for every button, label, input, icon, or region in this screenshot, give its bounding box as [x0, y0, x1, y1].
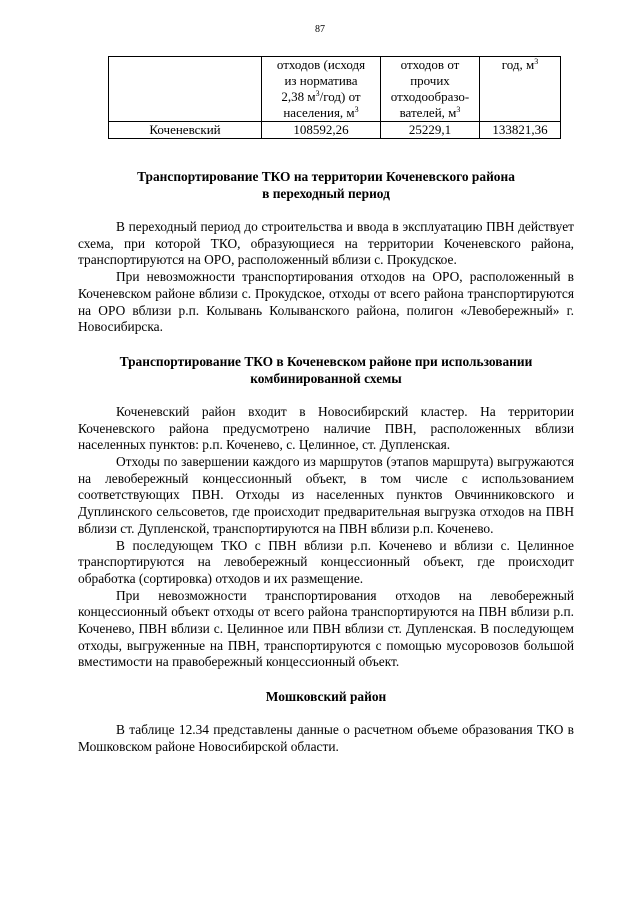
superscript: 3 — [315, 89, 320, 98]
paragraph: Коченевский район входит в Новосибирский кластер. На территории Коченевского района предусмотрено наличие ПВН, расположенных вблизи населенных пунктов: р.п. Коченево, с. Целинное, ст. Дупленская. — [78, 403, 574, 453]
table-cell-total: 133821,36 — [480, 122, 561, 139]
section-heading-combined-scheme — [78, 353, 574, 387]
waste-volume-table — [108, 56, 561, 139]
section-heading-moshkovsky: Мошковский район — [265, 689, 387, 705]
paragraph: При невозможности транспортирования отходов на ОРО, расположенный в Коченевском районе вблизи с. Прокудское, отходы от всего района транспортируются на ОРО вблизи р.п. Колывань Колыванского района, полигон «Левобережный» г. Новосибирска. — [78, 269, 574, 335]
section-heading-transitional — [78, 168, 574, 202]
paragraph: Отходы по завершении каждого из маршрутов (этапов маршрута) выгружаются на левобережный концессионный объект, в том числе с использованием соответствующих ПВН. Отходы из населенных пунктов Овчинниковского и Дуплинского сельсоветов, где происходит предварительная выгрузка отходов на ПВН вблизи ст. Дупленской, транспортируются на ПВН вблизи р.п. Коченево. — [78, 454, 574, 536]
header-line: населения, м — [283, 105, 355, 120]
header-line: 2,38 м — [281, 89, 316, 104]
superscript: 3 — [534, 57, 539, 66]
table-header-cell-other-waste — [381, 57, 480, 122]
header-line: вателей, м — [399, 105, 457, 120]
superscript: 3 — [456, 105, 461, 114]
superscript: 3 — [354, 105, 359, 114]
document-body — [78, 168, 574, 756]
header-line: /год) от — [319, 89, 361, 104]
header-line: отходообразо- — [390, 89, 470, 104]
table-cell-population-waste: 108592,26 — [262, 122, 381, 139]
table-cell-district: Коченевский — [109, 122, 262, 139]
heading-line: комбинированной схемы — [250, 370, 402, 386]
header-line: отходов (исходя — [276, 57, 366, 72]
header-line: прочих — [410, 73, 450, 88]
paragraph: В последующем ТКО с ПВН вблизи р.п. Коченево и вблизи с. Целинное транспортируются на левобережный концессионный объект, где происходит обработка (сортировка) отходов и их размещение. — [78, 537, 574, 586]
header-line: из норматива — [284, 73, 358, 88]
page-number: 87 — [315, 24, 325, 35]
header-line: отходов от — [400, 57, 460, 72]
paragraph: В таблице 12.34 представлены данные о расчетном объеме образования ТКО в Мошковском районе Новосибирской области. — [78, 722, 574, 754]
heading-line: Транспортирование ТКО в Коченевском районе при использовании — [119, 353, 533, 369]
table-row — [109, 122, 561, 139]
heading-line: Транспортирование ТКО на территории Коченевского района — [137, 169, 515, 184]
table-header-cell-total — [480, 57, 561, 122]
table-header-row — [109, 57, 561, 122]
paragraph: В переходный период до строительства и ввода в эксплуатацию ПВН действует схема, при которой ТКО, образующиеся на территории Коченевского района, транспортируются на ОРО, расположенный вблизи с. Прокудское. — [78, 219, 574, 268]
table-header-cell-population-waste — [262, 57, 381, 122]
header-line: год, м — [501, 57, 535, 72]
table-cell-other-waste: 25229,1 — [381, 122, 480, 139]
paragraph: При невозможности транспортирования отходов на левобережный концессионный объект отходы от всего района транспортируются на ПВН вблизи р.п. Коченево, ПВН вблизи с. Целинное или ПВН вблизи ст. Дупленская. В последующем отходы, выгруженные на ПВН, транспортируются с помощью мусоровозов большой вместимости на правобережный концессионный объект. — [78, 587, 574, 670]
heading-line: в переходный период — [262, 186, 390, 201]
table-header-cell-district — [109, 57, 262, 122]
